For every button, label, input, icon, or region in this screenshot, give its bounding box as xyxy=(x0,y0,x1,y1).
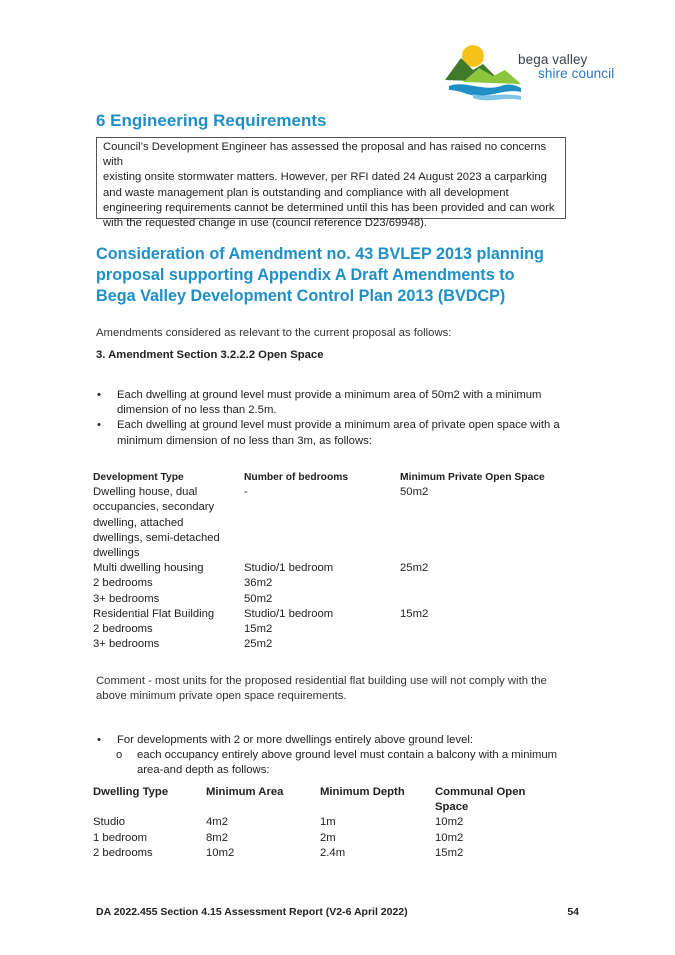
bullet-icon: • xyxy=(97,419,101,432)
engineering-box-line: Council’s Development Engineer has assessed the proposal and has raised no concerns with xyxy=(103,141,547,169)
sub-bullet-line: each occupancy entirely above ground level must contain a balcony with a minimum xyxy=(137,749,558,761)
list-item xyxy=(96,733,576,748)
bullet-line: Each dwelling at ground level must provide a minimum area of 50m2 with a minimum xyxy=(117,389,542,401)
table-row xyxy=(93,531,570,546)
footer-text: DA 2022.455 Section 4.15 Assessment Report (V2-6 April 2022) xyxy=(96,906,408,918)
table-row xyxy=(93,561,570,576)
bullet-icon: • xyxy=(97,734,101,746)
table-cell: 10m2 xyxy=(435,831,464,844)
table-cell xyxy=(400,637,570,652)
table-header: Communal Open Space xyxy=(435,786,526,814)
table-header: Minimum Depth xyxy=(320,786,405,798)
table-cell xyxy=(400,592,570,607)
table-header-row xyxy=(93,785,545,815)
table-header: Minimum Private Open Space xyxy=(400,472,545,483)
table-cell: Residential Flat Building xyxy=(93,607,215,620)
engineering-box-line: with the requested change in use (council reference D23/69948). xyxy=(103,217,428,230)
bullet-line: Each dwelling at ground level must provide a minimum area of private open space with a xyxy=(117,419,560,432)
table-cell: Studio/1 bedroom xyxy=(244,562,334,575)
table-cell: 1m xyxy=(320,816,336,829)
engineering-box-line: and waste management plan is outstanding and compliance with all development xyxy=(103,186,509,199)
logo-text-line1: bega valley xyxy=(518,52,588,67)
table-cell: 2m xyxy=(320,831,336,844)
amendment-heading xyxy=(96,244,596,307)
table-header-row xyxy=(93,470,570,485)
table-cell xyxy=(244,546,400,561)
bullet-line: minimum dimension of no less than 3m, as follows: xyxy=(117,434,372,447)
balcony-table xyxy=(93,785,545,861)
table-cell: occupancies, secondary xyxy=(93,501,215,514)
table-row xyxy=(93,500,570,515)
table-row xyxy=(93,592,570,607)
table-cell xyxy=(400,531,570,546)
table-cell: 3+ bedrooms xyxy=(93,638,160,651)
table-cell: 3+ bedrooms xyxy=(93,592,160,605)
table-cell: dwellings xyxy=(93,547,140,560)
table-cell: 1 bedroom xyxy=(93,831,148,844)
comment-paragraph xyxy=(96,674,576,704)
comment-line: above minimum private open space requirements. xyxy=(96,690,347,703)
amendment-heading-line: Consideration of Amendment no. 43 BVLEP 2013 planning xyxy=(96,245,544,263)
list-item xyxy=(96,388,576,418)
private-open-space-table xyxy=(93,470,570,652)
table-cell xyxy=(244,531,400,546)
engineering-heading: 6 Engineering Requirements xyxy=(96,111,327,130)
list-item xyxy=(96,418,576,448)
table-cell: 2 bedrooms xyxy=(93,623,153,636)
table-cell: 50m2 xyxy=(400,486,429,499)
table-cell: 25m2 xyxy=(244,638,273,651)
bullet-icon: • xyxy=(97,389,101,401)
table-row xyxy=(93,846,545,861)
bullet-line: dimension of no less than 2.5m. xyxy=(117,404,277,417)
table-header: Dwelling Type xyxy=(93,786,169,798)
engineering-box-line: engineering requirements cannot be determined until this has been provided and can work xyxy=(103,201,555,214)
council-logo xyxy=(443,42,633,104)
table-cell xyxy=(244,516,400,531)
table-cell: 2 bedrooms xyxy=(93,577,153,590)
table-row xyxy=(93,546,570,561)
bullet-line: For developments with 2 or more dwellings entirely above ground level: xyxy=(117,734,474,746)
balcony-sub-bullet xyxy=(116,748,576,778)
table-cell: dwelling, attached xyxy=(93,516,184,529)
amendment-heading-line: Bega Valley Development Control Plan 2013 (BVDCP) xyxy=(96,287,506,305)
table-cell: 2.4m xyxy=(320,846,346,859)
table-cell: 10m2 xyxy=(206,846,235,859)
table-row xyxy=(93,607,570,622)
open-space-bullets xyxy=(96,388,576,449)
table-row xyxy=(93,622,570,637)
amendment-section-title: 3. Amendment Section 3.2.2.2 Open Space xyxy=(96,349,324,361)
council-logo-mark xyxy=(443,42,523,104)
table-cell: 4m2 xyxy=(206,816,228,829)
table-cell: 50m2 xyxy=(244,592,273,605)
circle-bullet-icon: o xyxy=(116,749,123,761)
table-header: Minimum Area xyxy=(206,786,284,798)
page-number: 54 xyxy=(567,906,579,918)
table-cell xyxy=(400,546,570,561)
table-cell: Studio/1 bedroom xyxy=(244,607,334,620)
table-cell: - xyxy=(244,486,248,499)
table-cell: 8m2 xyxy=(206,831,228,844)
sub-bullet-line: area-and depth as follows: xyxy=(137,764,270,777)
amendment-intro: Amendments considered as relevant to the current proposal as follows: xyxy=(96,327,452,339)
table-cell xyxy=(400,576,570,591)
table-cell: 36m2 xyxy=(244,577,273,590)
comment-line: Comment - most units for the proposed residential flat building use will not comply with the xyxy=(96,675,547,687)
table-cell: Multi dwelling housing xyxy=(93,562,204,575)
table-cell xyxy=(244,500,400,515)
logo-text-line2: shire council xyxy=(538,66,615,81)
table-cell: 15m2 xyxy=(244,623,273,636)
table-cell xyxy=(400,500,570,515)
table-header: Number of bedrooms xyxy=(244,472,349,483)
page-footer xyxy=(96,906,579,918)
table-cell xyxy=(400,516,570,531)
table-row xyxy=(93,485,570,500)
table-row xyxy=(93,576,570,591)
table-cell: dwellings, semi-detached xyxy=(93,531,220,544)
engineering-box-line: existing onsite stormwater matters. However, per RFI dated 24 August 2023 a carparking xyxy=(103,171,547,184)
table-cell: Studio xyxy=(93,816,126,829)
table-cell xyxy=(400,622,570,637)
table-row xyxy=(93,516,570,531)
table-header: Development Type xyxy=(93,472,184,483)
table-cell: 15m2 xyxy=(400,607,429,620)
table-cell: 2 bedrooms xyxy=(93,846,153,859)
table-row xyxy=(93,637,570,652)
table-cell: 10m2 xyxy=(435,816,464,829)
amendment-heading-line: proposal supporting Appendix A Draft Amendments to xyxy=(96,266,515,284)
table-row xyxy=(93,815,545,830)
engineering-box xyxy=(96,137,566,230)
table-cell: 15m2 xyxy=(435,846,464,859)
balcony-bullets xyxy=(96,733,576,748)
table-cell: 25m2 xyxy=(400,562,429,575)
table-cell: Dwelling house, dual xyxy=(93,486,198,499)
table-row xyxy=(93,831,545,846)
